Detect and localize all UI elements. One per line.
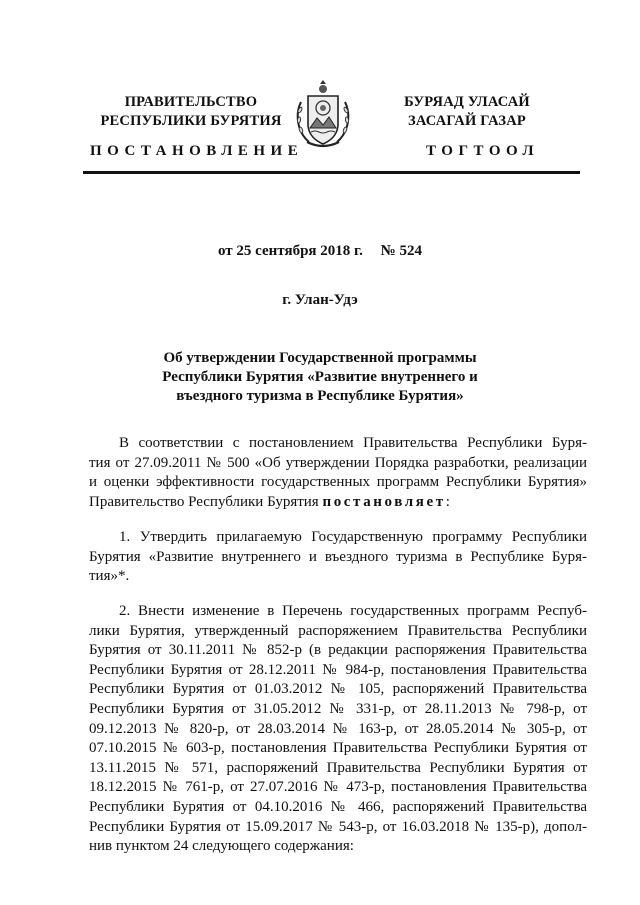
paragraph-line: и оценки эффективности государственных программ Республики Бурятия» [89,474,587,491]
doctype-buryat: ТОГТООЛ [426,143,540,159]
paragraph-line: В соответствии с постановлением Правительства Республики Буря- [119,435,587,451]
document-city: г. Улан-Удэ [282,292,358,308]
header-left-line: РЕСПУБЛИКИ БУРЯТИЯ [100,113,282,129]
header-left-org [76,93,306,131]
title-line: въездного туризма в Республике Бурятия» [176,388,464,404]
paragraph-line: 1. Утвердить прилагаемую Государственную программу Республики [119,529,587,545]
coat-of-arms-icon [293,80,353,152]
document-number: № 524 [380,243,422,259]
header-right-line: БУРЯАД УЛАСАЙ [404,94,530,110]
paragraph-line: Республики Бурятия от 01.03.2012 № 105, распоряжений Правительства [89,681,587,698]
item-2-paragraph [89,602,587,857]
resolution-keyword: постановляет [322,493,446,510]
doctype-russian: ПОСТАНОВЛЕНИЕ [90,143,304,159]
header-right-line: ЗАСАГАЙ ГАЗАР [408,113,526,129]
header-left-line: ПРАВИТЕЛЬСТВО [124,94,258,110]
document-title [150,349,490,406]
resolution-prefix: Правительство Республики Бурятия [89,493,323,510]
paragraph-line: 07.10.2015 № 603-р, постановления Правительства Республики Бурятия от [89,740,587,757]
document-date-line [0,243,640,260]
paragraph-line: Бурятия от 30.11.2011 № 852-р (в редакции распоряжения Правительства [89,642,587,659]
header-right-org [372,93,562,131]
paragraph-line: Республики Бурятия от 15.09.2017 № 543-р, от 16.03.2018 № 135-р), допол- [89,818,587,835]
paragraph-line [89,493,587,513]
title-line: Республики Бурятия «Развитие внутреннего и [162,369,478,385]
paragraph-line: 09.12.2013 № 820-р, от 28.03.2014 № 163-р, от 28.05.2014 № 305-р, от [89,720,587,737]
paragraph-line: Республики Бурятия от 31.05.2012 № 331-р, от 28.11.2013 № 798-р, от [89,700,587,717]
paragraph-line: Республики Бурятия от 28.12.2011 № 984-р, постановления Правительства [89,661,587,678]
title-line: Об утверждении Государственной программы [163,350,477,366]
paragraph-line: 13.11.2015 № 571, распоряжений Правительства Республики Бурятия от [89,759,587,776]
paragraph-line: 18.12.2015 № 761-р, от 27.07.2016 № 473-р, постановления Правительства [89,779,587,796]
paragraph-line: тия от 27.09.2011 № 500 «Об утверждении Порядка разработки, реализации [89,454,587,471]
item-1-paragraph [89,528,587,587]
document-date: от 25 сентября 2018 г. [217,243,363,259]
paragraph-line: тия»*. [89,568,130,585]
preamble-paragraph [89,434,587,512]
header-divider [83,171,580,174]
paragraph-line: Бурятия «Развитие внутреннего и въездного туризма в Республике Буря- [89,548,587,565]
paragraph-line: лики Бурятия, утвержденный распоряжением Правительства Республики [89,622,587,639]
paragraph-line: 2. Внести изменение в Перечень государственных программ Респуб- [119,603,587,619]
paragraph-line: Республики Бурятия от 04.10.2016 № 466, распоряжений Правительства [89,798,587,815]
paragraph-line: нив пунктом 24 следующего содержания: [89,838,354,855]
resolution-colon: : [445,493,450,510]
